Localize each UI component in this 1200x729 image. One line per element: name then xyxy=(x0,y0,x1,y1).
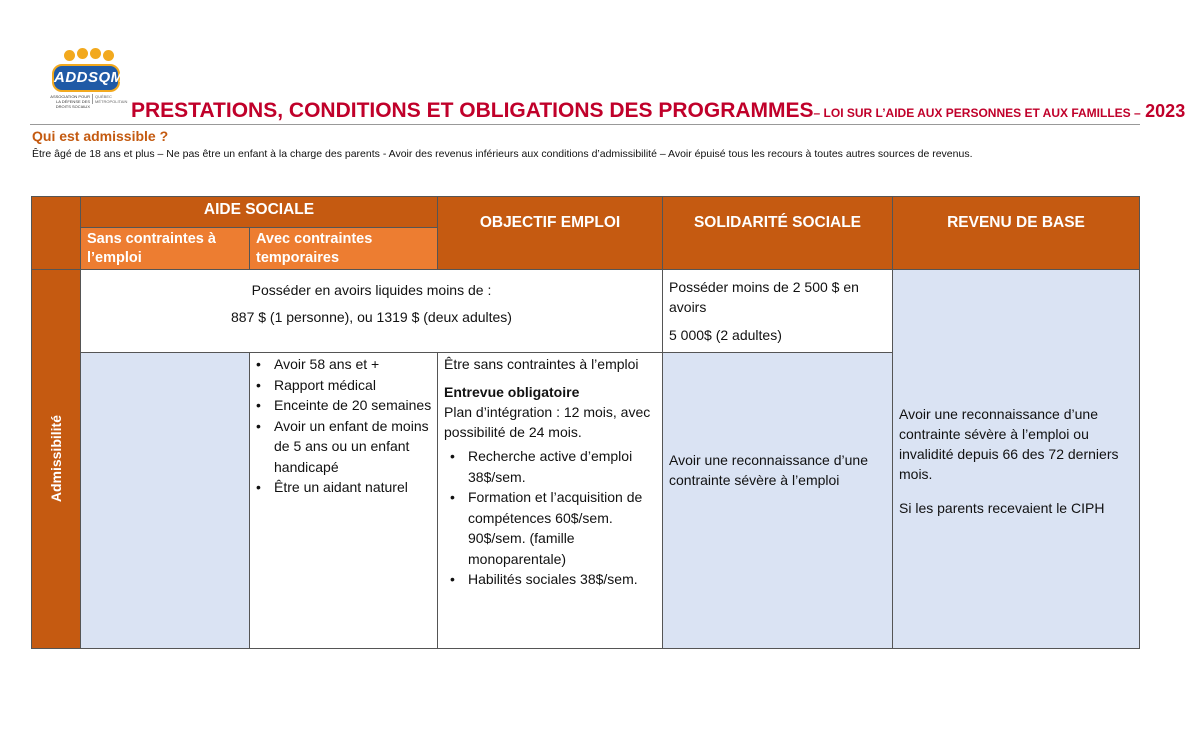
avec-contraintes-cell xyxy=(250,353,438,648)
revenu-cell xyxy=(893,270,1139,648)
page-title xyxy=(131,99,1186,123)
title-year: 2023 xyxy=(1145,101,1186,121)
solidarite-assets-line-1: Posséder moins de 2 500 $ en avoirs xyxy=(669,279,859,315)
header-sans-contraintes: Sans contraintes à l’emploi xyxy=(81,228,250,270)
list-item: • Avoir 58 ans et + xyxy=(250,354,437,375)
solidarite-assets-line-2: 5 000$ (2 adultes) xyxy=(669,327,782,343)
solidarite-assets-cell xyxy=(663,270,893,353)
list-item: • Recherche active d’emploi 38$/sem. xyxy=(444,446,656,487)
assets-line-1: Posséder en avoirs liquides moins de : xyxy=(251,282,492,298)
objectif-list xyxy=(444,446,656,590)
logo-region: QUÉBEC MÉTROPOLITAIN xyxy=(92,94,131,104)
row-label: Admissibilité xyxy=(48,415,64,503)
list-item: • Avoir un enfant de moins de 5 ans ou un enfant handicapé xyxy=(250,416,437,478)
sans-contraintes-cell xyxy=(81,353,250,648)
eligibility-text: Être âgé de 18 ans et plus – Ne pas être un enfant à la charge des parents - Avoir des revenus inférieurs aux conditions d’admissibilité – Avoir épuisé tous les recours à toutes autres sources de revenus. xyxy=(32,148,973,160)
assets-cell xyxy=(81,270,663,353)
list-item: • Habilités sociales 38$/sem. xyxy=(444,569,656,590)
avec-contraintes-list xyxy=(250,354,437,498)
solidarite-cell xyxy=(663,353,893,648)
addsqm-logo xyxy=(50,48,130,110)
logo-wordmark: ADDSQM xyxy=(52,64,120,92)
revenu-text-1: Avoir une reconnaissance d’une contrainte sévère à l’emploi ou invalidité depuis 66 des 72 derniers mois. xyxy=(899,406,1119,482)
objectif-heading: Entrevue obligatoire xyxy=(444,384,580,400)
header-objectif-emploi: OBJECTIF EMPLOI xyxy=(438,197,663,270)
title-divider xyxy=(30,124,1140,125)
objectif-emploi-cell xyxy=(438,353,663,648)
logo-subtitle: ASSOCIATION POUR LA DÉFENSE DES DROITS SOCIAUX xyxy=(50,94,90,109)
header-avec-contraintes: Avec contraintes temporaires xyxy=(250,228,438,270)
list-item: • Enceinte de 20 semaines xyxy=(250,395,437,416)
objectif-plan: Plan d’intégration : 12 mois, avec possibilité de 24 mois. xyxy=(444,404,651,440)
row-label-cell xyxy=(32,270,81,648)
objectif-intro: Être sans contraintes à l’emploi xyxy=(444,356,639,372)
list-item: • Rapport médical xyxy=(250,375,437,396)
assets-line-2: 887 $ (1 personne), ou 1319 $ (deux adultes) xyxy=(231,309,512,325)
solidarite-text: Avoir une reconnaissance d’une contrainte sévère à l’emploi xyxy=(669,452,868,488)
revenu-text-2: Si les parents recevaient le CIPH xyxy=(899,500,1105,516)
header-solidarite-sociale: SOLIDARITÉ SOCIALE xyxy=(663,197,893,270)
programs-table xyxy=(31,196,1140,649)
title-main: PRESTATIONS, CONDITIONS ET OBLIGATIONS DES PROGRAMMES xyxy=(131,99,814,122)
title-subtitle: – LOI SUR L’AIDE AUX PERSONNES ET AUX FAMILLES – xyxy=(813,106,1141,120)
list-item: • Être un aidant naturel xyxy=(250,477,437,498)
header-aide-sociale: AIDE SOCIALE xyxy=(81,197,438,228)
eligibility-heading: Qui est admissible ? xyxy=(32,128,169,144)
list-item: • Formation et l’acquisition de compétences 60$/sem. 90$/sem. (famille monoparentale) xyxy=(444,487,656,569)
corner-cell xyxy=(32,197,81,270)
header-revenu-de-base: REVENU DE BASE xyxy=(893,197,1139,270)
